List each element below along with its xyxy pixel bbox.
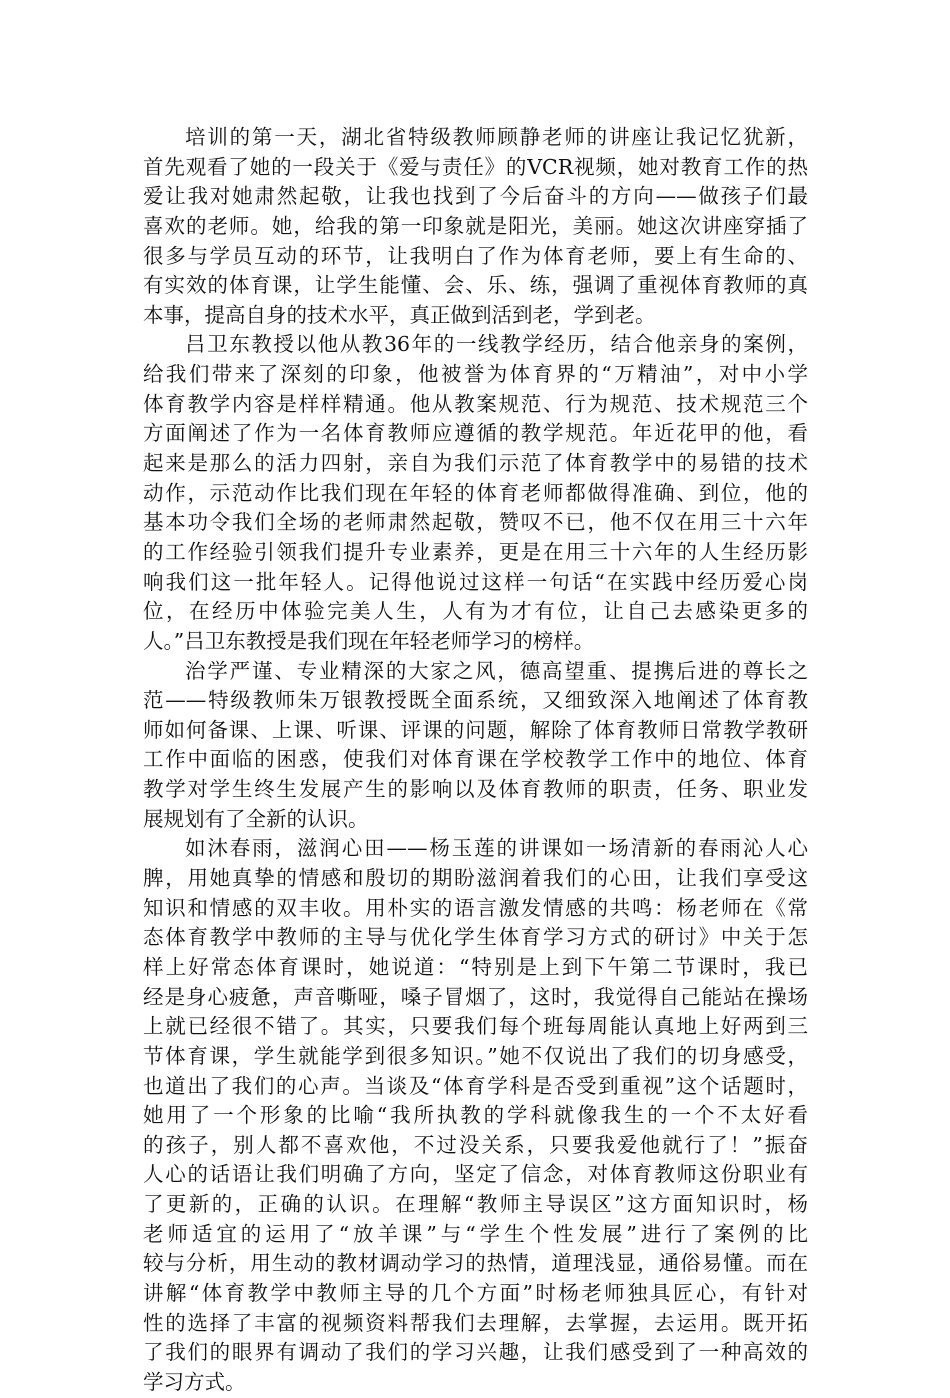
paragraph-line: 的工作经验引领我们提升专业素养，更是在用三十六年的人生经历影 — [143, 539, 808, 564]
paragraph-line: 她用了一个形象的比喻“我所执教的学科就像我生的一个不太好看 — [143, 1103, 808, 1128]
paragraph-line: 吕卫东教授以他从教36年的一线教学经历，结合他亲身的案例， — [185, 332, 808, 357]
paragraph-line: 学习方式。 — [143, 1369, 246, 1394]
paragraph-line: 起来是那么的活力四射，亲自为我们示范了体育教学中的易错的技术 — [143, 451, 808, 476]
paragraph-line: 师如何备课、上课、听课、评课的问题，解除了体育教师日常教学教研 — [143, 717, 808, 742]
paragraph-line: 讲解“体育教学中教师主导的几个方面”时杨老师独具匠心，有针对 — [143, 1280, 808, 1305]
paragraph-line: 响我们这一批年轻人。记得他说过这样一句话“在实践中经历爱心岗 — [143, 569, 808, 594]
paragraph-line: 治学严谨、专业精深的大家之风，德高望重、提携后进的尊长之 — [185, 658, 808, 683]
paragraph-line: 人心的话语让我们明确了方向，坚定了信念，对体育教师这份职业有 — [143, 1162, 808, 1187]
paragraph-line: 教学对学生终生发展产生的影响以及体育教师的职责，任务、职业发 — [143, 777, 808, 802]
paragraph-line: 了更新的，正确的认识。在理解“教师主导误区”这方面知识时，杨 — [143, 1192, 808, 1217]
paragraph-line: 展规划有了全新的认识。 — [143, 806, 369, 831]
paragraph-line: 喜欢的老师。她，给我的第一印象就是阳光，美丽。她这次讲座穿插了 — [143, 213, 808, 238]
paragraph-line: 给我们带来了深刻的印象，他被誉为体育界的“万精油”，对中小学 — [143, 362, 808, 387]
paragraph-line: 人。”吕卫东教授是我们现在年轻老师学习的榜样。 — [143, 628, 595, 653]
paragraph-line: 很多与学员互动的环节，让我明白了作为体育老师，要上有生命的、 — [143, 243, 808, 268]
paragraph-4 — [143, 834, 808, 1397]
paragraph-line: 经是身心疲惫，声音嘶哑，嗓子冒烟了，这时，我觉得自己能站在操场 — [143, 984, 808, 1009]
paragraph-3 — [143, 657, 808, 835]
paragraph-line: 脾，用她真挚的情感和殷切的期盼滋润着我们的心田，让我们享受这 — [143, 866, 808, 891]
paragraph-line: 性的选择了丰富的视频资料帮我们去理解，去掌握，去运用。既开拓 — [143, 1310, 808, 1335]
paragraph-line: 节体育课，学生就能学到很多知识。”她不仅说出了我们的切身感受， — [143, 1043, 808, 1068]
paragraph-line: 方面阐述了作为一名体育教师应遵循的教学规范。年近花甲的他，看 — [143, 421, 808, 446]
paragraph-line: 也道出了我们的心声。当谈及“体育学科是否受到重视”这个话题时， — [143, 1073, 808, 1098]
paragraph-2 — [143, 330, 808, 656]
paragraph-line: 知识和情感的双丰收。用朴实的语言激发情感的共鸣：杨老师在《常 — [143, 895, 808, 920]
paragraph-line: 本事，提高自身的技术水平，真正做到活到老，学到老。 — [143, 302, 656, 327]
paragraph-line: 较与分析，用生动的教材调动学习的热情，道理浅显，通俗易懂。而在 — [143, 1251, 808, 1276]
paragraph-1 — [143, 123, 808, 330]
paragraph-line: 培训的第一天，湖北省特级教师顾静老师的讲座让我记忆犹新， — [185, 125, 808, 149]
paragraph-line: 有实效的体育课，让学生能懂、会、乐、练，强调了重视体育教师的真 — [143, 273, 808, 298]
paragraph-line: 首先观看了她的一段关于《爱与责任》的VCR视频，她对教育工作的热 — [143, 154, 808, 179]
paragraph-line: 样上好常态体育课时，她说道：“特别是上到下午第二节课时，我已 — [143, 954, 808, 979]
paragraph-line: 体育教学内容是样样精通。他从教案规范、行为规范、技术规范三个 — [143, 391, 808, 416]
paragraph-line: 爱让我对她肃然起敬，让我也找到了今后奋斗的方向——做孩子们最 — [143, 184, 808, 209]
paragraph-line: 工作中面临的困惑，使我们对体育课在学校教学工作中的地位、体育 — [143, 747, 808, 772]
paragraph-line: 态体育教学中教师的主导与优化学生体育学习方式的研讨》中关于怎 — [143, 925, 808, 950]
paragraph-line: 如沐春雨，滋润心田——杨玉莲的讲课如一场清新的春雨沁人心 — [185, 836, 808, 861]
paragraph-line: 的孩子，别人都不喜欢他，不过没关系，只要我爱他就行了！”振奋 — [143, 1132, 808, 1157]
paragraph-line: 位，在经历中体验完美人生，人有为才有位，让自己去感染更多的 — [143, 599, 808, 624]
paragraph-line: 老师适宜的运用了“放羊课”与“学生个性发展”进行了案例的比 — [143, 1221, 808, 1246]
paragraph-line: 范——特级教师朱万银教授既全面系统，又细致深入地阐述了体育教 — [143, 688, 808, 713]
paragraph-line: 动作，示范动作比我们现在年轻的体育老师都做得准确、到位，他的 — [143, 480, 808, 505]
paragraph-line: 基本功令我们全场的老师肃然起敬，赞叹不已，他不仅在用三十六年 — [143, 510, 808, 535]
paragraph-line: 了我们的眼界有调动了我们的学习兴趣，让我们感受到了一种高效的 — [143, 1340, 808, 1365]
document-body — [143, 123, 808, 1398]
paragraph-line: 上就已经很不错了。其实，只要我们每个班每周能认真地上好两到三 — [143, 1014, 808, 1039]
